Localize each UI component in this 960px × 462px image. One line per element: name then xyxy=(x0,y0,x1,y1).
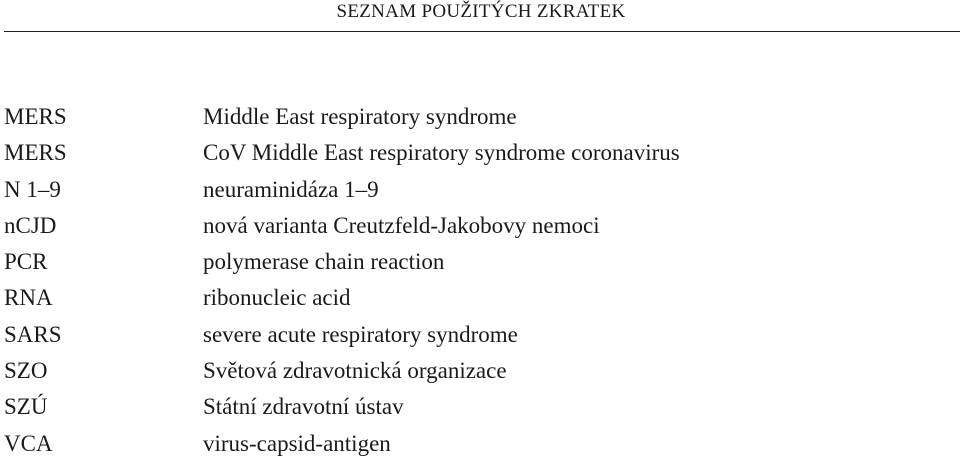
abbreviation-term: MERS xyxy=(4,140,67,166)
abbreviation-row xyxy=(4,389,954,425)
abbreviation-term: RNA xyxy=(4,285,53,311)
abbreviation-term: PCR xyxy=(4,249,48,275)
abbreviation-definition: Middle East respiratory syndrome xyxy=(203,104,517,129)
abbreviation-row xyxy=(4,99,954,135)
abbreviation-row xyxy=(4,244,954,280)
running-header xyxy=(0,0,960,32)
abbreviation-definition: severe acute respiratory syndrome xyxy=(203,321,518,347)
abbreviation-term: SARS xyxy=(4,321,62,347)
abbreviation-row xyxy=(4,353,954,389)
abbreviation-term: nCJD xyxy=(4,212,57,238)
abbreviation-definition: CoV Middle East respiratory syndrome coronavirus xyxy=(203,140,680,166)
abbreviation-term: SZO xyxy=(4,358,48,384)
abbreviation-row xyxy=(4,317,954,353)
abbreviation-term: MERS xyxy=(4,104,67,129)
abbreviation-definition: virus-capsid-antigen xyxy=(203,430,391,456)
abbreviation-definition: Světová zdravotnická organizace xyxy=(203,358,507,384)
abbreviation-row xyxy=(4,208,954,244)
abbreviation-term: VCA xyxy=(4,430,53,456)
abbreviation-term: SZÚ xyxy=(4,394,48,420)
header-divider xyxy=(4,31,960,32)
abbreviation-definition: Státní zdravotní ústav xyxy=(203,394,404,420)
abbreviation-term: N 1–9 xyxy=(4,176,61,202)
abbreviation-definition: nová varianta Creutzfeld-Jakobovy nemoci xyxy=(203,212,600,238)
page-title: SEZNAM POUŽITÝCH ZKRATEK xyxy=(336,1,626,22)
abbreviation-row xyxy=(4,172,954,208)
abbreviation-row xyxy=(4,135,954,171)
abbreviation-row xyxy=(4,280,954,316)
abbreviation-list xyxy=(4,99,954,462)
abbreviation-definition: ribonucleic acid xyxy=(203,285,351,311)
abbreviation-definition: neuraminidáza 1–9 xyxy=(203,176,379,202)
abbreviation-definition: polymerase chain reaction xyxy=(203,249,445,275)
